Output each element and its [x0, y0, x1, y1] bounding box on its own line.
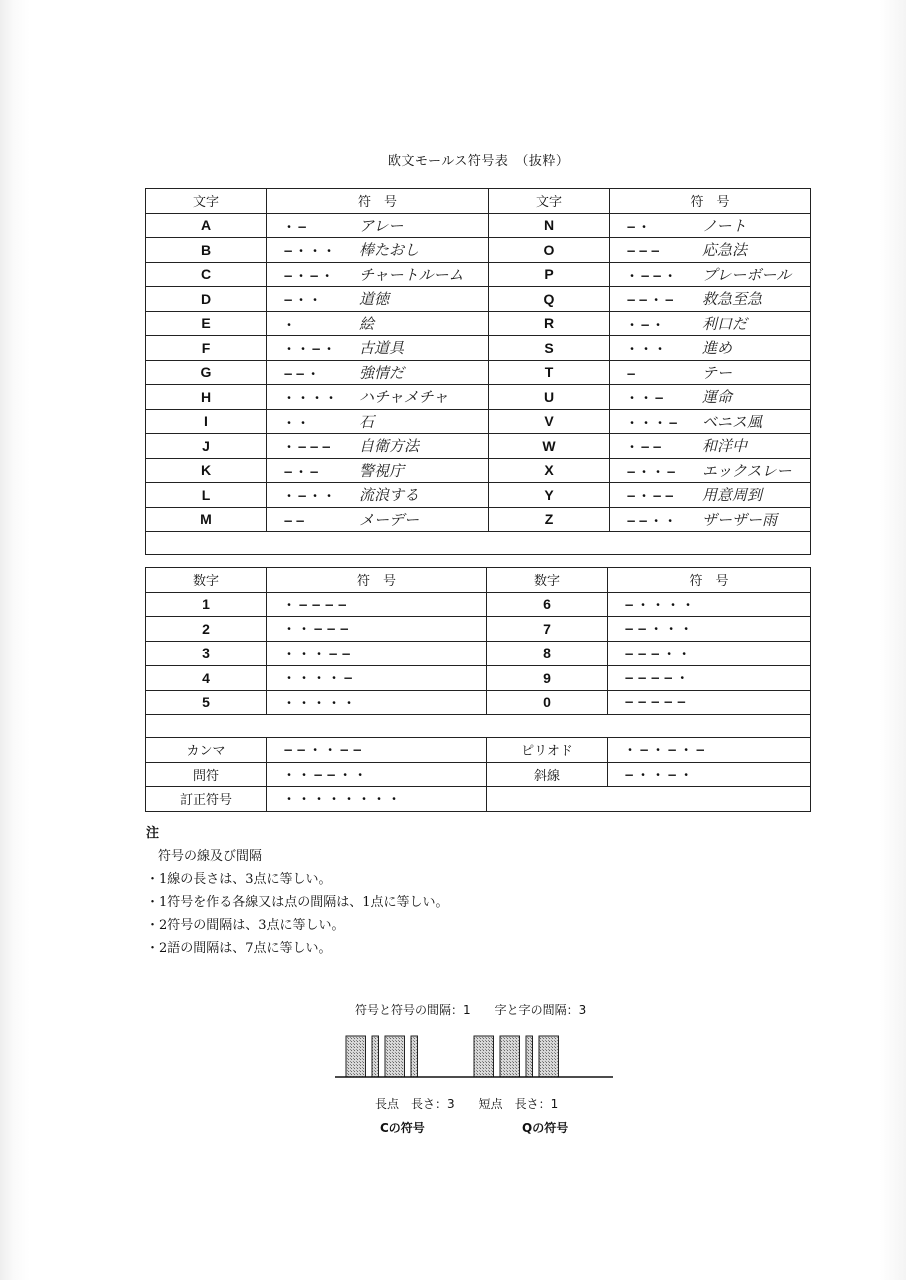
morse-code: ・−・・ [283, 489, 338, 504]
mnemonic-handwritten: 自衛方法 [359, 437, 420, 456]
letter-cell: H [146, 385, 267, 410]
letter-cell: B [146, 238, 267, 263]
number-cell: 7 [487, 617, 608, 642]
morse-code: ・・・− [626, 415, 681, 430]
morse-code: ・・・−− [283, 646, 355, 661]
morse-code: ・・−−− [283, 622, 353, 637]
page-title: 欧文モールス符号表 （抜粋） [388, 154, 570, 169]
letter-cell: A [146, 213, 267, 238]
morse-code: ・・・・・・・・ [283, 792, 404, 807]
letter-cell: O [489, 238, 610, 263]
header-code: 符 号 [267, 189, 489, 214]
symbol-cell: 斜線 [487, 762, 608, 787]
letter-cell: L [146, 483, 267, 508]
mnemonic-handwritten: 応急法 [702, 241, 748, 260]
mnemonic-handwritten: 運命 [702, 388, 733, 407]
morse-code: −−・・−− [283, 743, 366, 758]
letter-cell: N [489, 213, 610, 238]
morse-code: − [626, 366, 639, 381]
letter-cell: R [489, 311, 610, 336]
header-number-2: 数字 [487, 568, 608, 593]
morse-code: ・・ [283, 415, 312, 430]
letter-cell: C [146, 262, 267, 287]
morse-code: ・−・−・− [624, 743, 709, 758]
letter-cell: X [489, 458, 610, 483]
mnemonic-handwritten: テー [702, 363, 733, 382]
dash-bar [385, 1036, 405, 1077]
mnemonic-handwritten: ノート [702, 216, 747, 235]
header-code-2: 符 号 [608, 568, 811, 593]
morse-code: −・−− [626, 489, 677, 504]
letter-cell: T [489, 360, 610, 385]
morse-code: −・・・ [283, 244, 338, 259]
notes-subheading: 符号の線及び間隔 [158, 849, 263, 864]
number-cell: 0 [487, 690, 608, 715]
morse-code: ・−−−− [283, 597, 351, 612]
symbol-cell: ピリオド [487, 738, 608, 763]
letter-cell: S [489, 336, 610, 361]
header-letter-2: 文字 [489, 189, 610, 214]
morse-code: ・・−・ [283, 342, 338, 357]
letter-cell: M [146, 507, 267, 532]
mnemonic-handwritten: 利口だ [702, 314, 748, 333]
mnemonic-handwritten: 和洋中 [702, 437, 748, 456]
mnemonic-handwritten: ザーザー雨 [702, 510, 778, 529]
letter-cell: G [146, 360, 267, 385]
mnemonic-handwritten: 警視庁 [359, 461, 405, 480]
mnemonic-handwritten: 道徳 [359, 290, 390, 309]
mnemonic-handwritten: 用意周到 [702, 486, 763, 505]
mnemonic-handwritten: ハチャメチャ [359, 388, 449, 407]
number-cell: 6 [487, 592, 608, 617]
diagram-gap-label: 符号と符号の間隔：1 字と字の間隔：3 [355, 1003, 587, 1017]
letter-cell: U [489, 385, 610, 410]
morse-code: −・・・・ [624, 597, 698, 612]
morse-code: −−・− [626, 293, 677, 308]
morse-code: −−−−・ [624, 671, 692, 686]
mnemonic-handwritten: プレーボール [702, 265, 792, 284]
dot-bar [526, 1036, 533, 1077]
morse-code: ・− [283, 219, 310, 234]
letter-cell: D [146, 287, 267, 312]
note-item: ・1符号を作る各線又は点の間隔は、1点に等しい。 [146, 895, 449, 910]
note-item: ・2符号の間隔は、3点に等しい。 [146, 918, 345, 933]
morse-code: −−− [626, 244, 663, 259]
letter-cell: Z [489, 507, 610, 532]
letter-cell: Q [489, 287, 610, 312]
morse-code: ・・・・ [283, 391, 340, 406]
number-cell: 4 [146, 666, 267, 691]
header-code-2: 符 号 [610, 189, 811, 214]
morse-code: ・−−− [283, 440, 334, 455]
diagram-q-label: Qの符号 [522, 1121, 569, 1135]
letter-cell: V [489, 409, 610, 434]
number-cell: 1 [146, 592, 267, 617]
mnemonic-handwritten: 進め [702, 339, 733, 358]
note-item: ・2語の間隔は、7点に等しい。 [146, 941, 332, 956]
morse-code: ・−−・ [626, 268, 679, 283]
morse-code: −−・ [283, 366, 322, 381]
mnemonic-handwritten: ベニス風 [702, 412, 763, 431]
mnemonic-handwritten: 流浪する [359, 486, 420, 505]
symbol-cell: 訂正符号 [146, 787, 267, 812]
dash-bar [474, 1036, 494, 1077]
morse-code: −・− [283, 464, 322, 479]
number-cell: 2 [146, 617, 267, 642]
morse-code: ・・・・− [283, 671, 357, 686]
morse-code: ・−− [626, 440, 665, 455]
diagram-c-label: Cの符号 [380, 1121, 425, 1135]
mnemonic-handwritten: アレー [359, 216, 404, 235]
morse-code: −・・− [626, 464, 679, 479]
letter-cell: P [489, 262, 610, 287]
symbol-cell: カンマ [146, 738, 267, 763]
dot-bar [411, 1036, 418, 1077]
morse-code: −・・−・ [624, 767, 696, 782]
morse-code: −・−・ [283, 268, 336, 283]
number-cell: 3 [146, 641, 267, 666]
letter-cell: I [146, 409, 267, 434]
mnemonic-handwritten: 古道具 [359, 339, 405, 358]
morse-code: −−・・・ [624, 622, 696, 637]
number-cell: 8 [487, 641, 608, 666]
mnemonic-handwritten: 石 [359, 412, 375, 431]
morse-code: −・ [626, 219, 653, 234]
morse-code: −・・ [283, 293, 324, 308]
number-cell: 5 [146, 690, 267, 715]
morse-code: −−−・・ [624, 646, 694, 661]
symbol-cell: 問符 [146, 762, 267, 787]
notes-heading: 注 [146, 826, 160, 841]
letter-cell: Y [489, 483, 610, 508]
mnemonic-handwritten: エックスレー [702, 461, 792, 480]
letter-cell: F [146, 336, 267, 361]
morse-code: ・−・ [626, 317, 667, 332]
letter-cell: J [146, 434, 267, 459]
diagram-length-label: 長点 長さ：3 短点 長さ：1 [375, 1097, 559, 1111]
mnemonic-handwritten: 強情だ [359, 363, 405, 382]
morse-code: −− [283, 513, 308, 528]
mnemonic-handwritten: 絵 [359, 314, 375, 333]
morse-code: ・・・・・ [283, 695, 359, 710]
header-letter: 文字 [146, 189, 267, 214]
letter-cell: E [146, 311, 267, 336]
header-number: 数字 [146, 568, 267, 593]
letter-cell: W [489, 434, 610, 459]
dash-bar [500, 1036, 520, 1077]
morse-code: ・ [283, 317, 298, 332]
note-item: ・1線の長さは、3点に等しい。 [146, 872, 332, 887]
mnemonic-handwritten: メーデー [359, 510, 420, 529]
morse-code: ・・− [626, 391, 667, 406]
morse-code: ・・−−・・ [283, 767, 370, 782]
dash-bar [539, 1036, 559, 1077]
morse-code: ・・・ [626, 342, 669, 357]
header-code: 符 号 [267, 568, 487, 593]
dot-bar [372, 1036, 379, 1077]
dash-bar [346, 1036, 366, 1077]
morse-code: −−・・ [626, 513, 679, 528]
morse-code: −−−−− [624, 694, 690, 709]
mnemonic-handwritten: チャートルーム [359, 265, 464, 284]
letter-cell: K [146, 458, 267, 483]
mnemonic-handwritten: 棒たおし [359, 241, 420, 260]
mnemonic-handwritten: 救急至急 [702, 290, 763, 309]
number-cell: 9 [487, 666, 608, 691]
